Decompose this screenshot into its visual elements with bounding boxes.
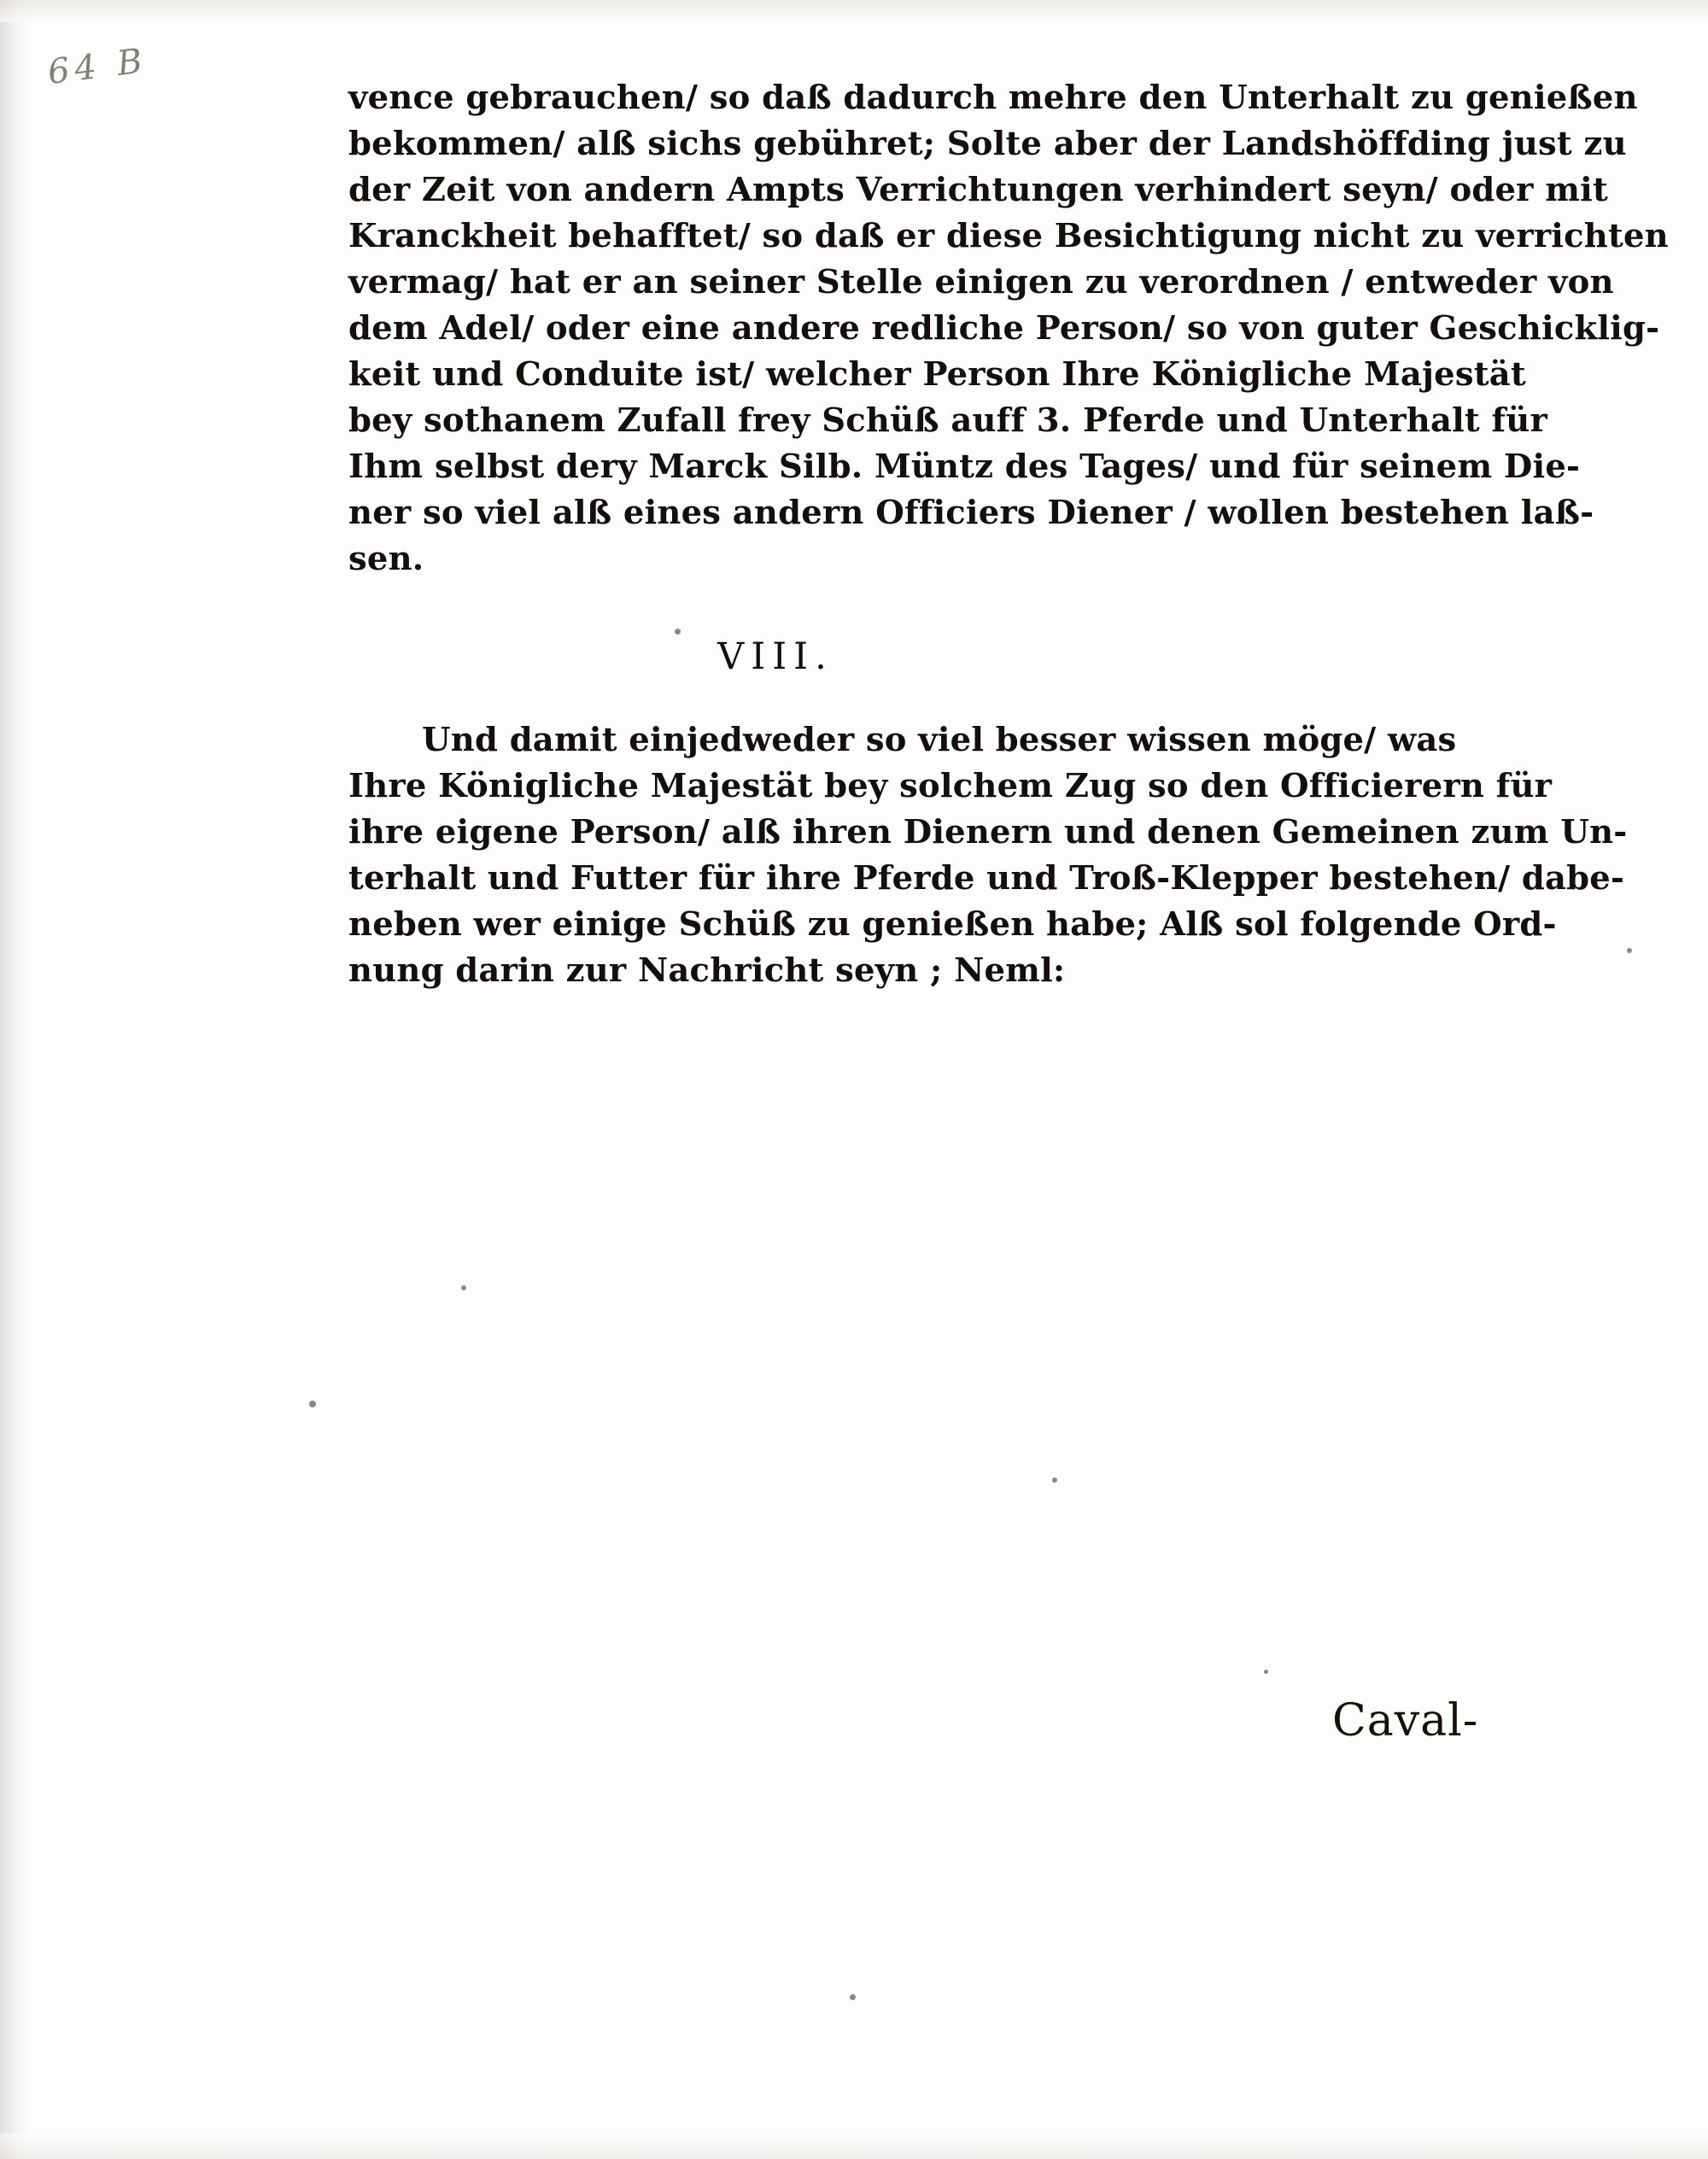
section-number-heading: VIII. (717, 635, 834, 678)
scan-speck (1627, 948, 1632, 953)
text-line: ner so viel alß eines andern Officiers Diener / wollen bestehen laß- (348, 494, 1594, 532)
text-line: vermag/ hat er an seiner Stelle einigen zu verordnen / entweder von (348, 263, 1614, 301)
text-line: bekommen/ alß sichs gebühret; Solte aber der Landshöffding just zu (348, 125, 1627, 163)
scan-speck (850, 1994, 856, 2000)
scan-speck (309, 1401, 316, 1407)
text-line: keit und Conduite ist/ welcher Person Ihre Königliche Majestät (348, 355, 1526, 394)
text-line: dem Adel/ oder eine andere redliche Person/ so von guter Geschicklig- (348, 309, 1660, 348)
text-line: Ihm selbst dery Marck Silb. Müntz des Tages/ und für seinem Die- (348, 448, 1581, 486)
scan-edge-shadow-top (0, 0, 1708, 22)
text-line: sen. (348, 540, 424, 578)
text-line: der Zeit von andern Ampts Verrichtungen verhindert seyn/ oder mit (348, 171, 1608, 209)
text-line: vence gebrauchen/ so daß dadurch mehre den Unterhalt zu genießen (348, 79, 1638, 117)
text-line: Ihre Königliche Majestät bey solchem Zug so den Officierern für (348, 767, 1553, 805)
scan-edge-shadow-bottom (0, 2133, 1708, 2159)
scan-speck (461, 1285, 466, 1290)
text-line: neben wer einige Schüß zu genießen habe; Alß sol folgende Ord- (348, 905, 1557, 944)
scan-speck (1264, 1670, 1268, 1674)
marginalia-catalogue-mark: 64 B (45, 41, 150, 93)
scan-speck (1052, 1477, 1057, 1483)
text-line: nung darin zur Nachricht seyn ; Neml: (348, 951, 1066, 990)
text-line: terhalt und Futter für ihre Pferde und Troß-Klepper bestehen/ dabe- (348, 859, 1625, 898)
paragraph-continuation (348, 75, 1669, 582)
catchword: Caval- (1332, 1695, 1479, 1747)
scan-edge-shadow-left (0, 0, 32, 2159)
page-text-block (348, 75, 1669, 994)
text-line: Und damit einjedweder so viel besser wissen möge/ was (422, 721, 1457, 759)
paragraph-eight (348, 717, 1628, 994)
text-line: bey sothanem Zufall frey Schüß auff 3. Pferde und Unterhalt für (348, 401, 1547, 440)
text-line: Kranckheit behafftet/ so daß er diese Besichtigung nicht zu verrichten (348, 217, 1669, 255)
text-line: ihre eigene Person/ alß ihren Dienern und denen Gemeinen zum Un- (348, 813, 1628, 851)
scan-speck (675, 629, 681, 635)
